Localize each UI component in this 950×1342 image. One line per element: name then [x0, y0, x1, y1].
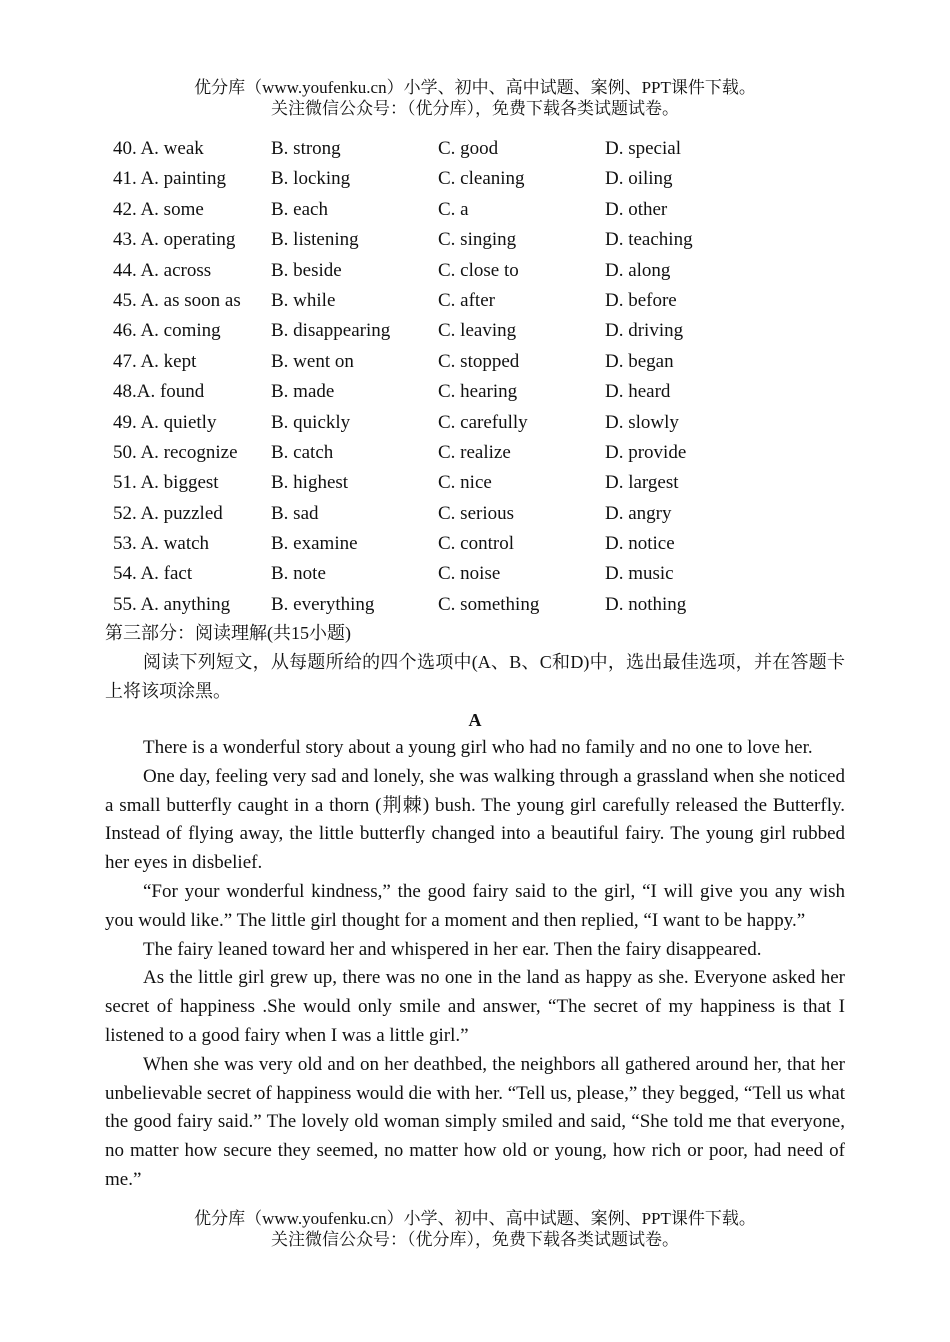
option-d: D. slowly	[605, 411, 679, 433]
option-b: B. went on	[271, 350, 354, 372]
option-d: D. heard	[605, 381, 671, 403]
option-b: B. while	[271, 289, 336, 311]
page-footer	[0, 1208, 950, 1250]
option-c: C. after	[438, 289, 495, 311]
footer-line-2: 关注微信公众号：（优分库），免费下载各类试题试卷。	[271, 1230, 679, 1249]
option-a: 54. A. fact	[113, 563, 193, 585]
option-b: B. locking	[271, 168, 351, 190]
option-a: 53. A. watch	[113, 533, 210, 555]
passage-paragraph: When she was very old and on her deathbed, the neighbors all gathered around her, that her unbelievable secret of happiness would die with her. “Tell us, please,” they begged, “Tell us what the good fairy said.” The lovely old woman simply smiled and said, “She told me that everyone, no matter how secure they seemed, no matter how old or young, how rich or poor, had need of me.”	[105, 1053, 845, 1190]
option-a: 43. A. operating	[113, 229, 236, 251]
option-d: D. largest	[605, 472, 679, 494]
option-c: C. leaving	[438, 320, 517, 342]
option-d: D. along	[605, 259, 671, 281]
option-a: 55. A. anything	[113, 593, 231, 615]
header-line-1: 优分库（www.youfenku.cn）小学、初中、高中试题、案例、PPT课件下载。	[194, 78, 756, 97]
option-c: C. nice	[438, 472, 492, 494]
option-b: B. disappearing	[271, 320, 391, 342]
option-c: C. something	[438, 593, 540, 615]
option-a: 44. A. across	[113, 259, 212, 281]
option-c: C. realize	[438, 441, 511, 463]
option-a: 46. A. coming	[113, 320, 221, 342]
passage-paragraph: There is a wonderful story about a young girl who had no family and no one to love her.	[143, 737, 813, 758]
option-d: D. music	[605, 563, 674, 585]
option-b: B. beside	[271, 259, 342, 281]
option-c: C. hearing	[438, 381, 518, 403]
option-a: 52. A. puzzled	[113, 502, 223, 524]
option-c: C. control	[438, 533, 514, 555]
header-line-2: 关注微信公众号：（优分库），免费下载各类试题试卷。	[271, 99, 679, 118]
option-c: C. singing	[438, 229, 517, 251]
option-d: D. provide	[605, 441, 687, 463]
option-b: B. highest	[271, 472, 349, 494]
passage-label: A	[468, 710, 482, 730]
option-c: C. close to	[438, 259, 519, 281]
option-a: 47. A. kept	[113, 350, 197, 372]
option-d: D. teaching	[605, 229, 693, 251]
passage-paragraph: The fairy leaned toward her and whispered in her ear. Then the fairy disappeared.	[143, 938, 762, 960]
page-header	[0, 77, 950, 119]
option-c: C. carefully	[438, 411, 528, 433]
option-a: 48.A. found	[113, 381, 205, 403]
reading-passage	[105, 734, 845, 1195]
option-d: D. began	[605, 350, 674, 372]
option-c: C. cleaning	[438, 168, 525, 190]
option-a: 49. A. quietly	[113, 411, 217, 433]
passage-paragraph: One day, feeling very sad and lonely, she was walking through a grassland when she noticed a small butterfly caught in a thorn (荆棘) bush. The young girl carefully released the Butterfly. Instead of flying away, the little butterfly changed into a beautiful fairy. The young girl rubbed her eyes in disbelief.	[105, 765, 845, 874]
option-c: C. good	[438, 138, 499, 159]
section-instruction: 阅读下列短文，从每题所给的四个选项中(A、B、C和D)中，选出最佳选项，并在答题卡上将该项涂黑。	[105, 652, 845, 701]
option-a: 40. A. weak	[113, 138, 204, 159]
option-a: 45. A. as soon as	[113, 289, 241, 311]
option-a: 50. A. recognize	[113, 441, 238, 463]
option-c: C. noise	[438, 563, 501, 585]
option-c: C. a	[438, 198, 469, 220]
option-b: B. made	[271, 381, 335, 403]
option-b: B. quickly	[271, 411, 351, 433]
option-c: C. stopped	[438, 350, 520, 372]
option-b: B. catch	[271, 441, 334, 463]
option-d: D. special	[605, 138, 681, 159]
option-a: 42. A. some	[113, 198, 204, 220]
passage-paragraph: “For your wonderful kindness,” the good fairy said to the girl, “I will give you any wish you would like.” The little girl thought for a moment and then replied, “I want to be happy.”	[105, 880, 845, 931]
option-b: B. everything	[271, 593, 375, 615]
option-d: D. other	[605, 198, 668, 220]
option-b: B. examine	[271, 533, 358, 555]
option-d: D. notice	[605, 533, 675, 555]
option-b: B. sad	[271, 502, 319, 524]
option-d: D. nothing	[605, 593, 687, 615]
option-a: 41. A. painting	[113, 168, 226, 190]
option-b: B. each	[271, 198, 328, 220]
option-a: 51. A. biggest	[113, 472, 219, 494]
footer-line-1: 优分库（www.youfenku.cn）小学、初中、高中试题、案例、PPT课件下载。	[194, 1209, 756, 1228]
section-title: 第三部分：阅读理解(共15小题)	[105, 623, 351, 643]
option-d: D. driving	[605, 320, 684, 342]
option-b: B. note	[271, 563, 326, 585]
option-b: B. listening	[271, 229, 359, 251]
option-c: C. serious	[438, 502, 514, 524]
option-b: B. strong	[271, 138, 341, 159]
passage-paragraph: As the little girl grew up, there was no one in the land as happy as she. Everyone asked her secret of happiness .She would only smile and answer, “The secret of my happiness is that I listened to a good fairy when I was a little girl.”	[105, 967, 845, 1046]
option-d: D. before	[605, 289, 677, 311]
option-d: D. oiling	[605, 168, 673, 190]
option-d: D. angry	[605, 502, 672, 524]
